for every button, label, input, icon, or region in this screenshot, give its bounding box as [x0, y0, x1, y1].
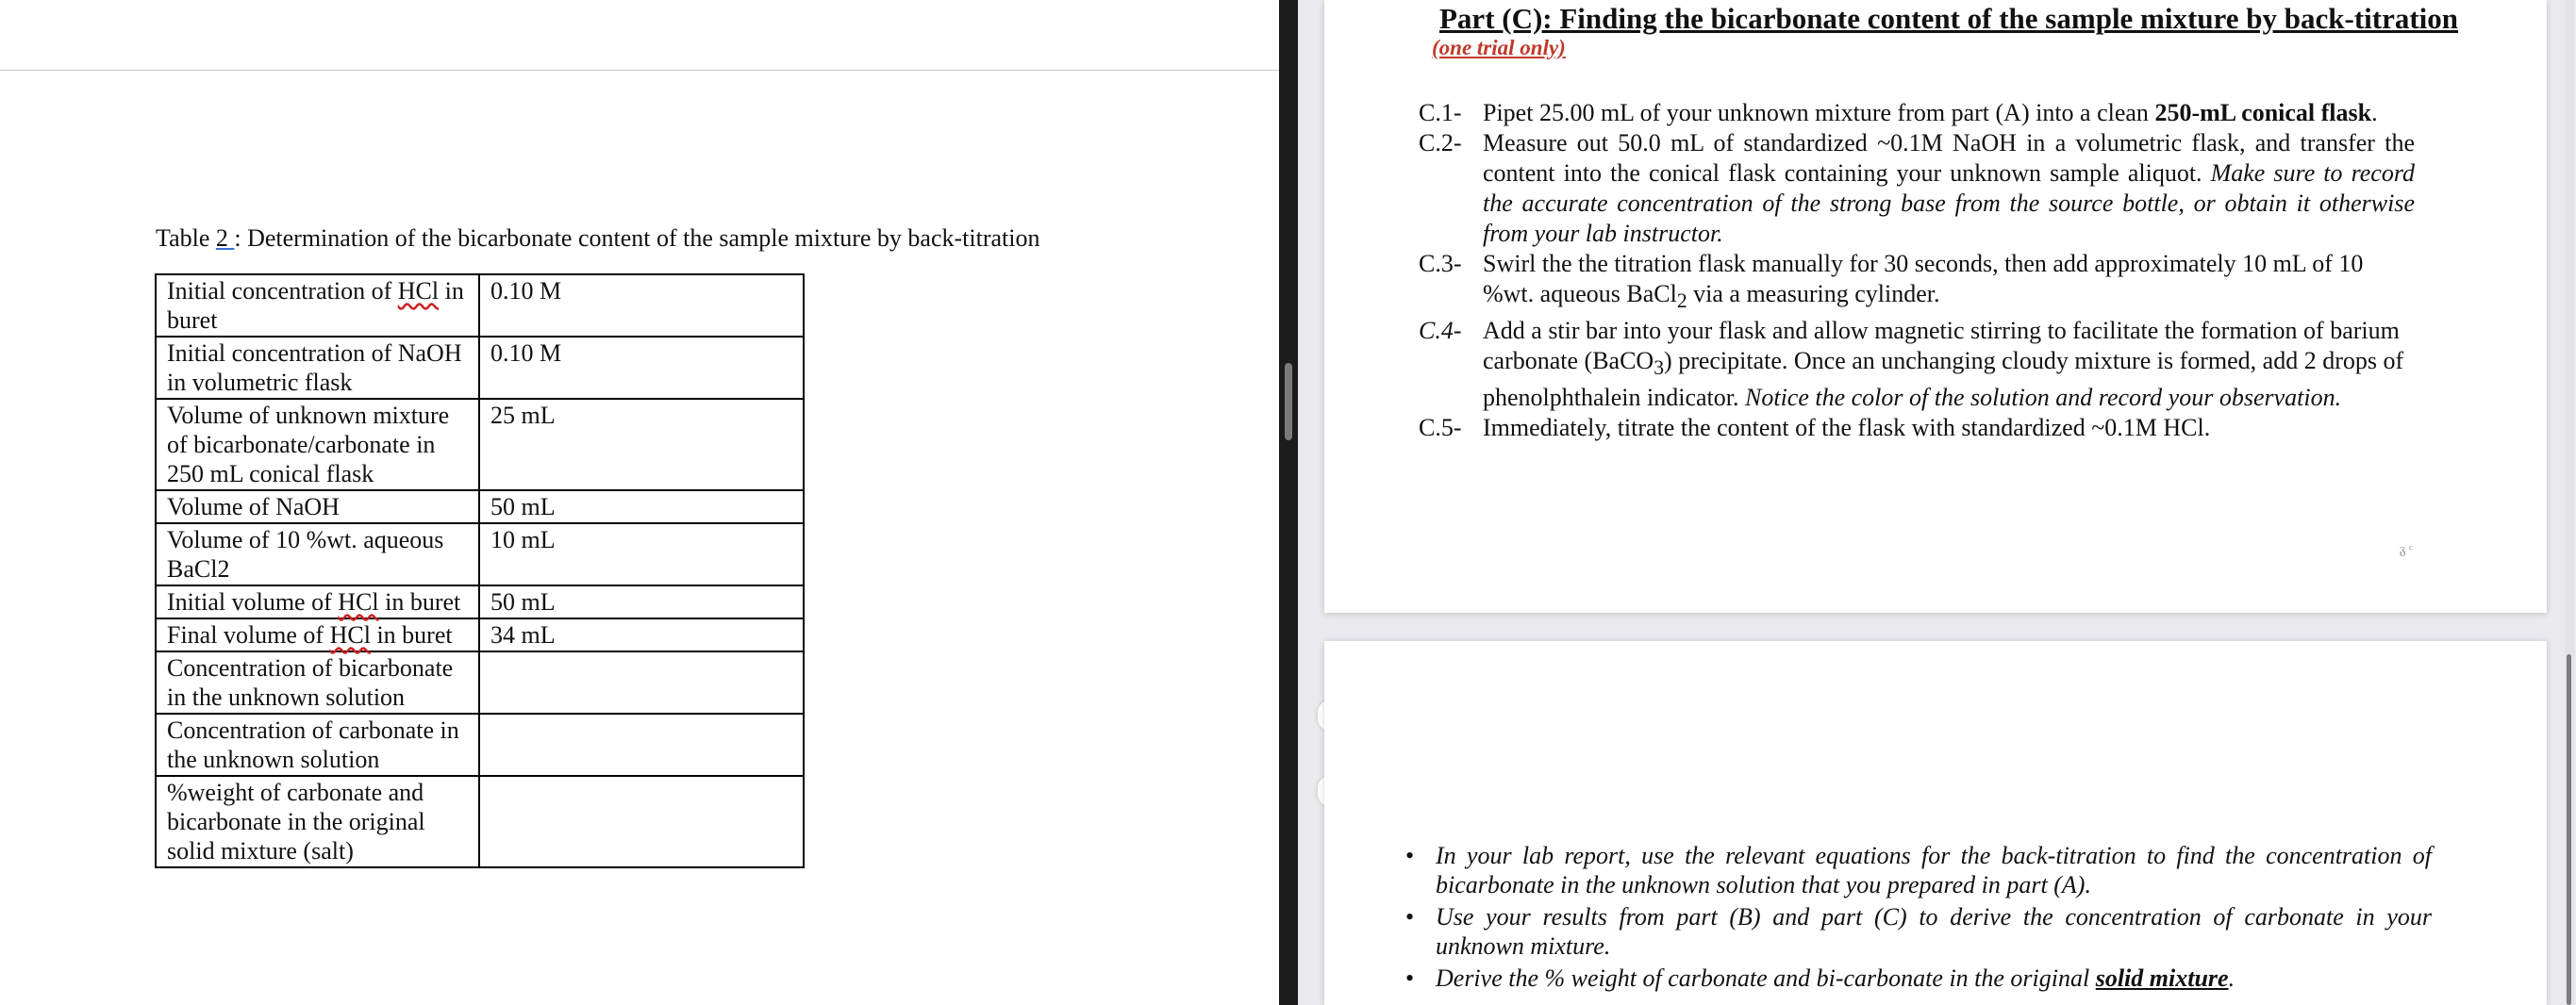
bullet-item: • Use your results from part (B) and part (C) to derive the concentration of carbonate in your unknown mixture.	[1405, 903, 2432, 960]
divider-drag-handle[interactable]	[1285, 363, 1292, 440]
row-value: 34 mL	[479, 618, 804, 651]
step-c4: C.4- Add a stir bar into your flask and allow magnetic stirring to facilitate the formation of barium carbonate (BaCO$_3$) precipitate. Once an unchanging cloudy mixture is formed, add 2 drops of phenolphthalein indicator. Notice the color of the solution and record your observation.	[1419, 317, 2404, 412]
left-document-pane[interactable]	[0, 0, 1279, 1005]
step-c5: C.5- Immediately, titrate the content of the flask with standardized ~0.1M HCl.	[1419, 414, 2211, 442]
row-label: Volume of NaOH	[156, 490, 479, 523]
bullet-icon: •	[1405, 842, 1415, 869]
step-c2: C.2- Measure out 50.0 mL of standardized ~0.1M NaOH in a volumetric flask, and transfer the content into the conical flask containing your unknown sample aliquot. Make sure to record the accurate concentration of the strong base from the source bottle, or obtain it otherwise from your lab instructor.	[1419, 129, 2415, 247]
row-label: Initial volume of HCl in buret	[156, 585, 479, 618]
row-value	[479, 714, 804, 776]
spellcheck-word: HCl	[329, 621, 371, 649]
document-page-1	[1324, 0, 2547, 613]
table-row	[156, 490, 804, 523]
stray-ink-mark: ᵹ ᶜ	[2400, 543, 2413, 557]
page-break-rule	[0, 70, 1279, 71]
bullet-icon: •	[1405, 964, 1415, 992]
step-number: C.3-	[1419, 250, 1462, 277]
step-number: C.4-	[1419, 317, 1462, 345]
spellcheck-word: HCl	[338, 588, 379, 616]
table-row	[156, 523, 804, 585]
row-value: 10 mL	[479, 523, 804, 585]
row-value	[479, 776, 804, 867]
row-label: Initial concentration of NaOH in volumetric flask	[156, 337, 479, 399]
report-instructions	[1404, 841, 2432, 996]
table-number: 2	[215, 224, 235, 252]
vertical-scrollbar[interactable]	[2565, 0, 2574, 1005]
table-row	[156, 399, 804, 490]
table-row	[156, 274, 804, 337]
table-row	[156, 618, 804, 651]
row-label: %weight of carbonate and bicarbonate in the original solid mixture (salt)	[156, 776, 479, 867]
row-label: Initial concentration of HCl in buret	[156, 274, 479, 337]
row-label: Final volume of HCl in buret	[156, 618, 479, 651]
document-page-2	[1324, 641, 2547, 1005]
row-label: Concentration of carbonate in the unknown solution	[156, 714, 479, 776]
row-value: 50 mL	[479, 490, 804, 523]
step-number: C.5-	[1419, 414, 1462, 442]
table-row	[156, 337, 804, 399]
bullet-icon: •	[1405, 903, 1415, 931]
table-caption: Table 2 : Determination of the bicarbonate content of the sample mixture by back-titration	[156, 224, 1040, 252]
row-value: 25 mL	[479, 399, 804, 490]
step-number: C.2-	[1419, 129, 1462, 157]
row-value	[479, 651, 804, 714]
procedure-steps	[1419, 98, 2415, 443]
row-value: 0.10 M	[479, 274, 804, 337]
row-value: 50 mL	[479, 585, 804, 618]
spellcheck-word: HCl	[397, 277, 440, 305]
table-row	[156, 776, 804, 867]
table-row	[156, 585, 804, 618]
scrollbar-thumb[interactable]	[2567, 654, 2571, 1005]
row-label: Volume of unknown mixture of bicarbonate/carbonate in 250 mL conical flask	[156, 399, 479, 490]
section-subtitle: (one trial only)	[1432, 36, 1566, 59]
row-label: Volume of 10 %wt. aqueous BaCl2	[156, 523, 479, 585]
right-document-pane[interactable]	[1298, 0, 2576, 1005]
section-title: Part (C): Finding the bicarbonate content of the sample mixture by back-titration	[1439, 2, 2459, 35]
table-row	[156, 651, 804, 714]
split-view-divider[interactable]	[1279, 0, 1298, 1005]
step-c3: C.3- Swirl the the titration flask manually for 30 seconds, then add approximately 10 mL of 10 %wt. aqueous BaCl$_2$ via a measuring cylinder.	[1419, 250, 2364, 313]
bullet-item: • Derive the % weight of carbonate and bi-carbonate in the original solid mixture.	[1405, 964, 2235, 992]
step-c1: C.1- Pipet 25.00 mL of your unknown mixture from part (A) into a clean 250-mL conical flask.	[1419, 99, 2378, 126]
data-table	[155, 273, 805, 868]
table-row	[156, 714, 804, 776]
row-value: 0.10 M	[479, 337, 804, 399]
bullet-item: • In your lab report, use the relevant equations for the back-titration to find the concentration of bicarbonate in the unknown solution that you prepared in part (A).	[1405, 842, 2432, 898]
row-label: Concentration of bicarbonate in the unknown solution	[156, 651, 479, 714]
step-number: C.1-	[1419, 99, 1462, 126]
